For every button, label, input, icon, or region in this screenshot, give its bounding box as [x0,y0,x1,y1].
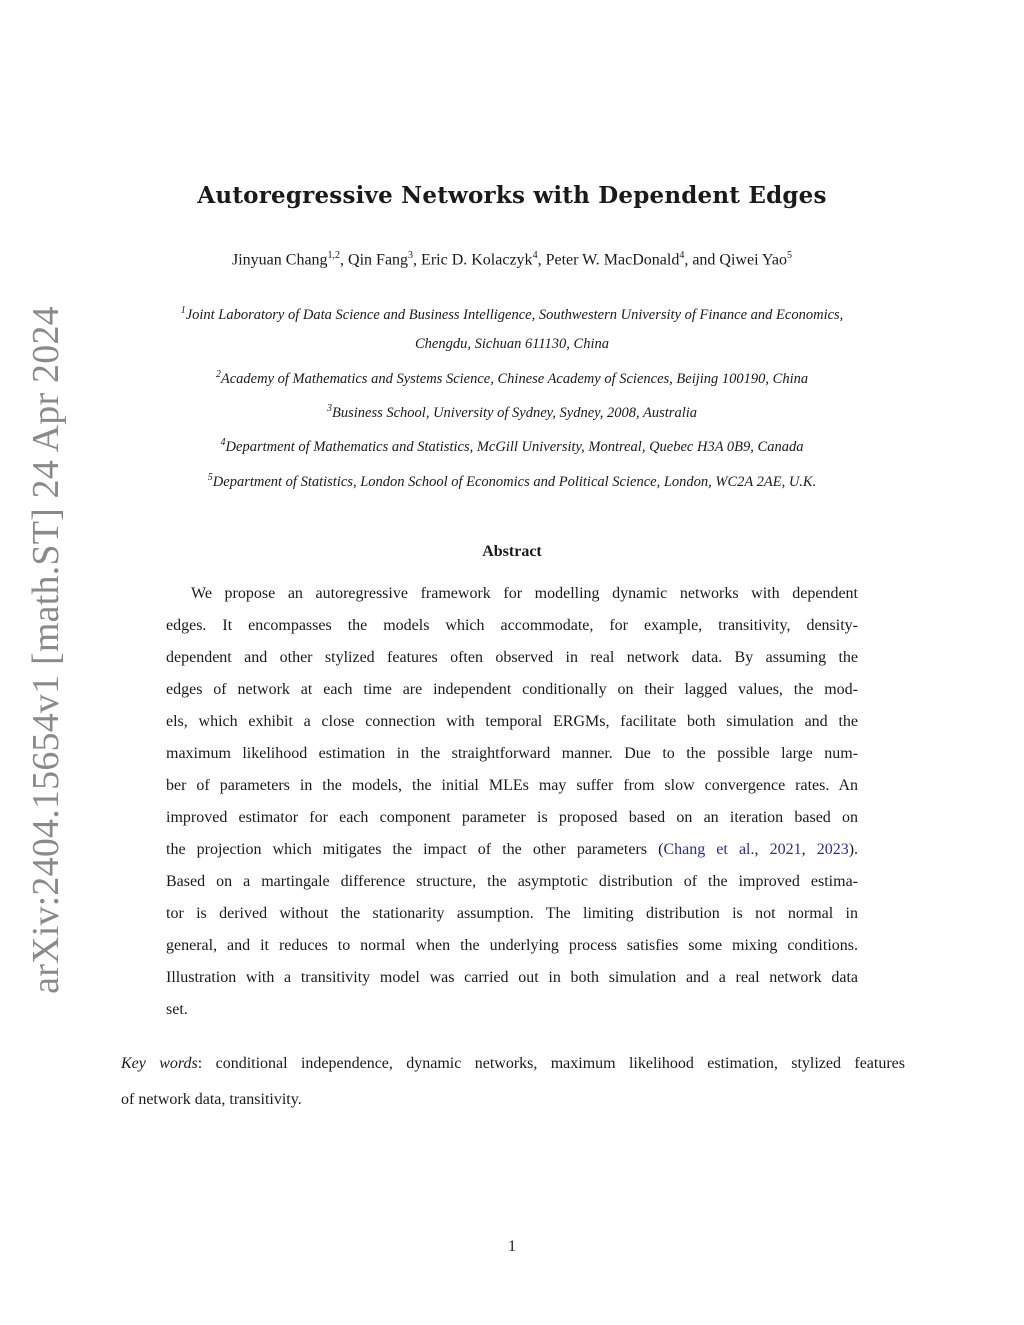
author-affiliation-marker: 1,2 [327,250,341,261]
affiliation-text: Department of Statistics, London School of Economics and Political Science, London, WC2A 2AE, U.K. [212,473,817,490]
abstract-line: ber of parameters in the models, the initial MLEs may suffer from slow convergence rates. An [166,777,858,794]
author-affiliation-marker: 5 [786,250,792,261]
abstract-line: maximum likelihood estimation in the straightforward manner. Due to the possible large num- [166,745,858,762]
affiliation-text: Department of Mathematics and Statistics, McGill University, Montreal, Quebec H3A 0B9, Canada [225,439,804,456]
affiliation-marker: 2 [215,368,221,380]
abstract-heading: Abstract [482,543,542,560]
keywords [121,1046,905,1118]
citation-separator: , [801,841,817,858]
author-affiliation-marker: 3 [408,250,414,261]
abstract-line: tor is derived without the stationarity assumption. The limiting distribution is not normal in [166,905,858,922]
author: Eric D. Kolaczyk [421,251,533,269]
affiliation-text: Business School, University of Sydney, Sydney, 2008, Australia [332,404,697,421]
citation-link-2023[interactable]: 2023 [816,841,849,858]
citation-separator: , [754,841,770,858]
abstract-line: set. [166,1001,188,1018]
affiliations [110,296,914,497]
abstract-line: els, which exhibit a close connection with temporal ERGMs, facilitate both simulation and the [166,713,858,730]
author-separator: , [413,251,422,269]
page-number: 1 [508,1238,516,1255]
arxiv-stamp[interactable]: arXiv:2404.15654v1 [math.ST] 24 Apr 2024 [25,306,67,994]
abstract-line: dependent and other stylized features often observed in real network data. By assuming the [166,649,858,666]
author: Jinyuan Chang [232,251,328,269]
affiliation-text: Joint Laboratory of Data Science and Business Intelligence, Southwestern University of Finance and Economics, [185,306,844,323]
affiliation [110,428,914,462]
paper-title: Autoregressive Networks with Dependent Edges [197,182,827,209]
affiliation-marker: 3 [327,403,332,415]
abstract-line: improved estimator for each component parameter is proposed based on an iteration based on [166,809,858,826]
abstract-line: general, and it reduces to normal when the underlying process satisfies some mixing conditions. [166,937,858,954]
affiliation-marker: 4 [220,437,226,449]
author-list [0,250,1024,269]
affiliation [110,463,914,497]
citation-suffix: ). [848,841,859,858]
affiliation-continuation [110,330,914,360]
keywords-text: : conditional independence, dynamic networks, maximum likelihood estimation, stylized features [197,1055,906,1072]
author-separator: , [537,251,546,269]
author: Qiwei Yao [719,251,787,269]
abstract-body [166,578,858,1026]
affiliation [110,296,914,330]
keywords-label: Key words [121,1055,198,1072]
affiliation [110,394,914,428]
affiliation-marker: 5 [207,471,213,483]
author-separator: , and [684,251,720,269]
abstract-line: edges of network at each time are independent conditionally on their lagged values, the mod- [166,681,858,698]
abstract-line: We propose an autoregressive framework for modelling dynamic networks with dependent [191,585,858,602]
author-separator: , [340,251,349,269]
abstract-line: Illustration with a transitivity model was carried out in both simulation and a real network data [166,969,858,986]
citation-prefix: the projection which mitigates the impact of the other parameters ( [166,841,664,858]
abstract-line: edges. It encompasses the models which accommodate, for example, transitivity, density- [166,617,858,634]
affiliation-text: Chengdu, Sichuan 611130, China [415,336,609,353]
keywords-line [121,1046,905,1082]
keywords-line: of network data, transitivity. [121,1091,302,1108]
citation-link-author[interactable]: Chang et al. [663,841,755,858]
abstract-line: Based on a martingale difference structure, the asymptotic distribution of the improved estima- [166,873,858,890]
affiliation-marker: 1 [180,305,186,316]
author-affiliation-marker: 4 [532,250,538,261]
author-affiliation-marker: 4 [679,250,685,261]
author: Peter W. MacDonald [545,251,680,269]
affiliation [110,360,914,394]
abstract-citation-line [166,834,858,866]
citation-link-2021[interactable]: 2021 [769,841,802,858]
author: Qin Fang [348,251,409,269]
affiliation-text: Academy of Mathematics and Systems Science, Chinese Academy of Sciences, Beijing 100190, China [220,370,809,387]
